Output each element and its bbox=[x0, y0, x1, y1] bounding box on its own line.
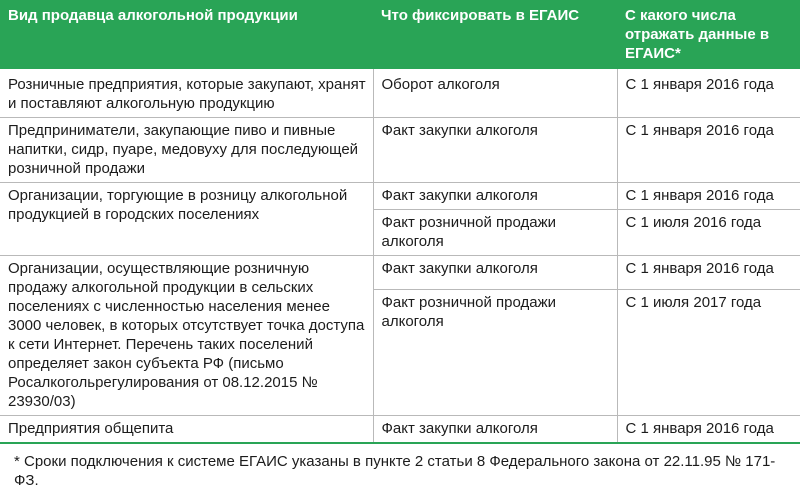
header-start-date: С какого числа отражать данные в ЕГАИС* bbox=[617, 0, 800, 69]
header-seller-type: Вид продавца алкогольной продукции bbox=[0, 0, 373, 69]
seller-cell: Организации, торгующие в розницу алкогольной продукцией в городских поселениях bbox=[0, 183, 373, 256]
table-row bbox=[0, 183, 800, 210]
date-cell: С 1 января 2016 года bbox=[617, 69, 800, 118]
date-cell: С 1 июля 2016 года bbox=[617, 210, 800, 256]
seller-cell: Розничные предприятия, которые закупают, хранят и поставляют алкогольную продукцию bbox=[0, 69, 373, 118]
what-cell: Факт закупки алкоголя bbox=[373, 183, 617, 210]
seller-cell: Предприятия общепита bbox=[0, 416, 373, 444]
table-row bbox=[0, 256, 800, 290]
date-cell: С 1 июля 2017 года bbox=[617, 290, 800, 416]
what-cell: Факт закупки алкоголя bbox=[373, 118, 617, 183]
table-header bbox=[0, 0, 800, 69]
what-cell: Факт розничной продажи алкоголя bbox=[373, 210, 617, 256]
table-row bbox=[0, 118, 800, 183]
date-cell: С 1 января 2016 года bbox=[617, 416, 800, 444]
date-cell: С 1 января 2016 года bbox=[617, 118, 800, 183]
footnote: * Сроки подключения к системе ЕГАИС указаны в пункте 2 статьи 8 Федерального закона от 22.11.95 № 171-ФЗ. bbox=[14, 453, 776, 489]
table-row bbox=[0, 69, 800, 118]
table-row bbox=[0, 416, 800, 444]
seller-cell: Организации, осуществляющие розничную продажу алкогольной продукции в сельских поселениях с численностью населения менее 3000 человек, в которых отсутствует точка доступа к сети Интернет. Перечень таких поселений определяет закон субъекта РФ (письмо Росалкогольрегулирования от 08.12.2015 № 23930/03) bbox=[0, 256, 373, 416]
what-cell: Факт розничной продажи алкоголя bbox=[373, 290, 617, 416]
date-cell: С 1 января 2016 года bbox=[617, 256, 800, 290]
what-cell: Факт закупки алкоголя bbox=[373, 256, 617, 290]
what-cell: Факт закупки алкоголя bbox=[373, 416, 617, 444]
header-what-to-record: Что фиксировать в ЕГАИС bbox=[373, 0, 617, 69]
seller-cell: Предприниматели, закупающие пиво и пивные напитки, сидр, пуаре, медовуху для последующей розничной продажи bbox=[0, 118, 373, 183]
what-cell: Оборот алкоголя bbox=[373, 69, 617, 118]
date-cell: С 1 января 2016 года bbox=[617, 183, 800, 210]
